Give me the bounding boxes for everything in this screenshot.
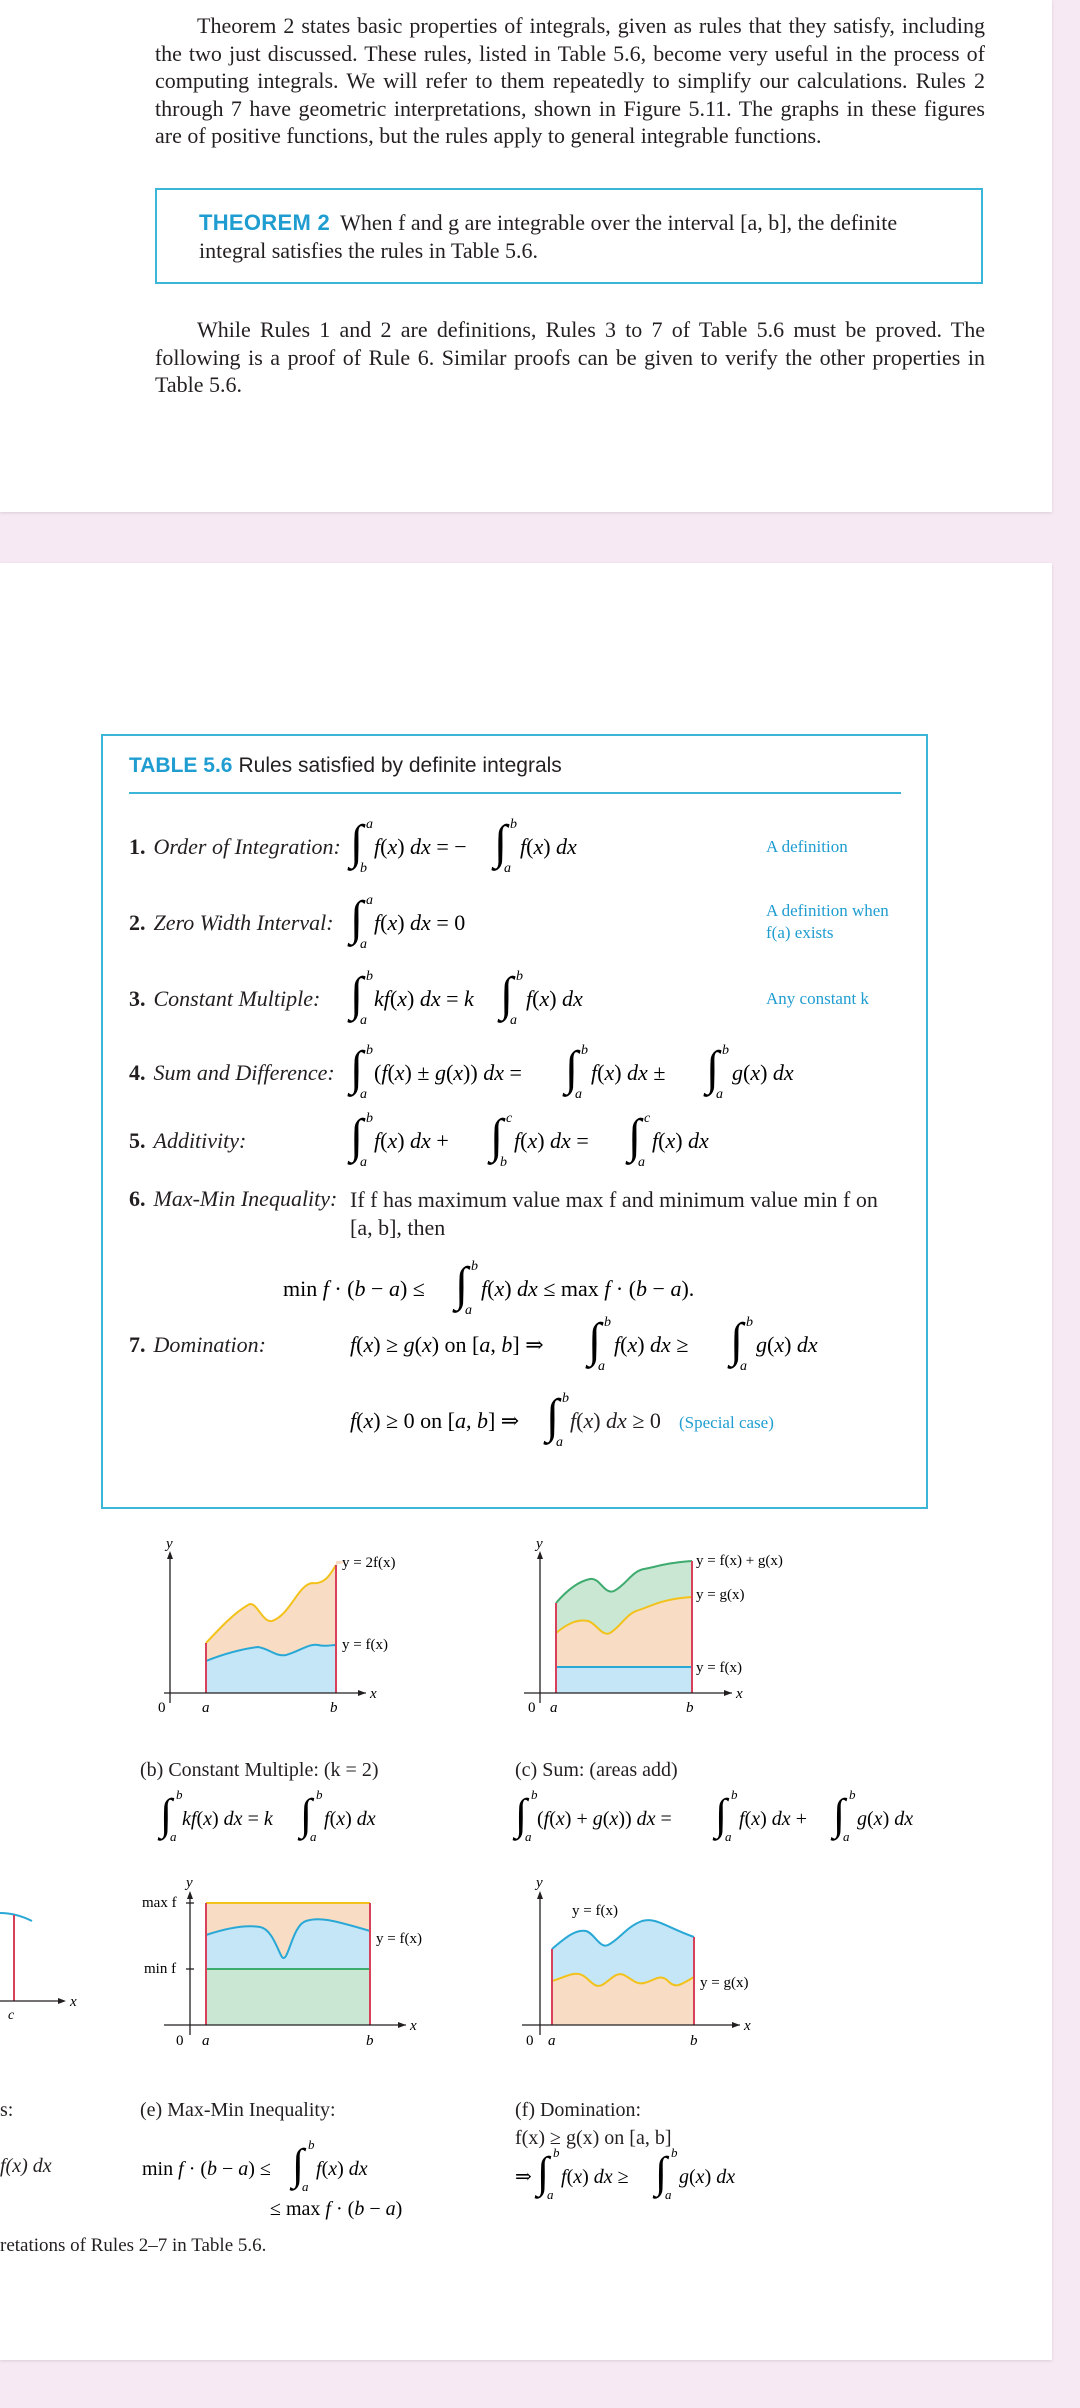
fig-f-x-label: x <box>744 2018 751 2034</box>
svg-text:a: a <box>510 1013 517 1028</box>
svg-text:∫: ∫ <box>494 816 508 869</box>
rule-1-formula <box>350 814 590 882</box>
fig-b-formula <box>160 1785 420 1853</box>
svg-text:∫: ∫ <box>715 1790 728 1839</box>
rule-2-note: A definition when f(a) exists <box>766 901 889 942</box>
svg-text:∫: ∫ <box>160 1790 173 1839</box>
rule-1-name: 1. Order of Integration: <box>129 834 341 859</box>
fig-f-condition: f(x) ≥ g(x) on [a, b] <box>515 2127 672 2149</box>
rule-7-name: 7. Domination: <box>129 1332 266 1357</box>
svg-text:f(x) dx: f(x) dx <box>520 834 577 859</box>
rule-6-text: If f has maximum value max f and minimum value min f on [a, b], then <box>350 1187 878 1240</box>
fig-f-zero-label: 0 <box>526 2033 534 2049</box>
svg-text:⇒: ⇒ <box>515 2166 532 2188</box>
svg-text:b: b <box>471 1259 478 1274</box>
rule-3-formula <box>350 966 610 1034</box>
svg-text:kf(x) dx = k: kf(x) dx = k <box>374 986 474 1011</box>
svg-text:c: c <box>644 1111 651 1126</box>
fig-e-minf-label: min f <box>144 1961 177 1977</box>
svg-text:b: b <box>722 1043 729 1058</box>
figure-c-sum <box>510 1536 850 1723</box>
figure-d-partial <box>0 1901 80 2021</box>
fig-b-x-label: x <box>370 1686 377 1702</box>
svg-text:(f(x) + g(x)) dx =: (f(x) + g(x)) dx = <box>537 1808 672 1830</box>
rule-7-formula-a <box>350 1312 820 1380</box>
svg-text:a: a <box>725 1829 732 1844</box>
rule-4-name: 4. Sum and Difference: <box>129 1060 335 1085</box>
fig-c-x-label: x <box>736 1686 743 1702</box>
rule-7-formula-b-tail: f(x) dx ≥ 0 <box>570 1408 661 1433</box>
figure-caption-fragment: retations of Rules 2–7 in Table 5.6. <box>0 2235 267 2256</box>
closing-paragraph: While Rules 1 and 2 are definitions, Rules 3 to 7 of Table 5.6 must be proved. The following is a proof of Rule 6. Similar proofs can be given to verify the other properties in Table 5.6. <box>155 317 985 397</box>
svg-text:a: a <box>360 1013 367 1028</box>
fig-e-maxf-label: max f <box>142 1895 177 1911</box>
svg-text:b: b <box>176 1787 183 1802</box>
svg-text:min f · (b − a) ≤: min f · (b − a) ≤ <box>142 2158 271 2180</box>
svg-text:a: a <box>360 937 367 952</box>
svg-text:a: a <box>366 817 373 832</box>
special-case-note: (Special case) <box>679 1413 774 1432</box>
fig-e-formula <box>140 2131 440 2233</box>
svg-text:f(x) dx ≤ max f · (b − a).: f(x) dx ≤ max f · (b − a). <box>481 1276 695 1301</box>
svg-text:∫: ∫ <box>500 968 514 1021</box>
fig-b-yf-label: y = f(x) <box>342 1637 388 1653</box>
svg-text:a: a <box>556 1435 563 1450</box>
svg-text:a: a <box>665 2187 672 2202</box>
svg-text:a: a <box>716 1087 723 1102</box>
fig-c-a-label: a <box>550 1700 558 1716</box>
fig-b-b-label: b <box>330 1700 338 1716</box>
svg-text:x: x <box>70 1994 77 2010</box>
intro-paragraph: Theorem 2 states basic properties of integrals, given as rules that they satisfy, including the two just discussed. These rules, listed in Table 5.6, become very useful in the process of computing integrals. We will refer to them repeatedly to simplify our calculations. Rules 2 through 7 have geometric interpretations, shown in Figure 5.11. The graphs in these figures are of positive functions, but the rules apply to general integrable functions. <box>155 13 985 148</box>
table-5-6 <box>101 734 928 1509</box>
fig-e-caption: (e) Max-Min Inequality: <box>140 2099 336 2121</box>
svg-text:a: a <box>843 1829 850 1844</box>
svg-text:a: a <box>575 1087 582 1102</box>
svg-text:f(x) dx ≥: f(x) dx ≥ <box>614 1332 689 1357</box>
svg-text:∫: ∫ <box>350 1042 364 1095</box>
svg-text:b: b <box>308 2137 315 2152</box>
fig-c-zero-label: 0 <box>528 1700 536 1716</box>
svg-text:f(x) dx =: f(x) dx = <box>514 1128 589 1153</box>
fig-e-zero-label: 0 <box>176 2033 184 2049</box>
svg-text:f(x) dx ±: f(x) dx ± <box>591 1060 666 1085</box>
svg-text:b: b <box>531 1787 538 1802</box>
svg-text:∫: ∫ <box>655 2148 668 2197</box>
rule-4-formula <box>350 1040 830 1108</box>
fig-f-b-label: b <box>690 2033 698 2049</box>
svg-text:∫: ∫ <box>537 2148 550 2197</box>
svg-text:b: b <box>731 1787 738 1802</box>
rule-5-name: 5. Additivity: <box>129 1128 247 1153</box>
svg-text:b: b <box>562 1391 569 1406</box>
svg-text:b: b <box>510 817 517 832</box>
figure-b-constant-multiple <box>130 1536 460 1723</box>
svg-text:∫: ∫ <box>628 1110 642 1163</box>
svg-text:∫: ∫ <box>350 968 364 1021</box>
svg-text:f(x) dx = 0: f(x) dx = 0 <box>374 910 466 935</box>
svg-text:a: a <box>310 1829 317 1844</box>
svg-text:∫: ∫ <box>546 1390 560 1443</box>
rule-2-name: 2. Zero Width Interval: <box>129 910 334 935</box>
fig-c-yfg-label: y = f(x) + g(x) <box>696 1553 783 1569</box>
fig-b-caption: (b) Constant Multiple: (k = 2) <box>140 1759 379 1781</box>
svg-text:∫: ∫ <box>515 1790 528 1839</box>
svg-text:g(x) dx: g(x) dx <box>857 1808 914 1830</box>
rule-3-note: Any constant k <box>766 989 869 1008</box>
svg-text:f(x) dx ≥: f(x) dx ≥ <box>561 2166 629 2188</box>
svg-text:b: b <box>849 1787 856 1802</box>
svg-text:b: b <box>516 969 523 984</box>
svg-text:∫: ∫ <box>350 892 364 945</box>
svg-text:a: a <box>302 2179 309 2194</box>
svg-text:b: b <box>316 1787 323 1802</box>
svg-text:b: b <box>366 969 373 984</box>
fig-e-x-label: x <box>410 2018 417 2034</box>
fig-f-yg-label: y = g(x) <box>700 1975 749 1991</box>
table-header-rule <box>129 792 901 794</box>
svg-text:∫: ∫ <box>706 1042 720 1095</box>
svg-text:c: c <box>8 2008 15 2023</box>
svg-text:a: a <box>465 1303 472 1318</box>
fig-b-zero-label: 0 <box>158 1700 166 1716</box>
svg-text:b: b <box>604 1315 611 1330</box>
svg-text:g(x) dx: g(x) dx <box>679 2166 736 2188</box>
rule-1-note: A definition <box>766 837 848 856</box>
svg-text:∫: ∫ <box>292 2140 305 2189</box>
svg-text:f(x) ≥ 0 on [a, b] ⇒: f(x) ≥ 0 on [a, b] ⇒ <box>350 1408 520 1433</box>
svg-text:a: a <box>170 1829 177 1844</box>
svg-text:b: b <box>671 2145 678 2160</box>
svg-text:(f(x) ± g(x)) dx =: (f(x) ± g(x)) dx = <box>374 1060 522 1085</box>
svg-text:a: a <box>638 1155 645 1170</box>
svg-text:b: b <box>500 1155 507 1170</box>
fig-c-yf-label: y = f(x) <box>696 1660 742 1676</box>
rule-5-formula <box>350 1108 750 1176</box>
svg-text:f(x) dx: f(x) dx <box>652 1128 709 1153</box>
svg-text:b: b <box>746 1315 753 1330</box>
svg-text:a: a <box>366 893 373 908</box>
left-fragment-1: s: <box>0 2099 14 2121</box>
page-bottom <box>0 563 1052 2360</box>
fig-b-y-label: y <box>166 1536 173 1552</box>
svg-text:∫: ∫ <box>833 1790 846 1839</box>
svg-text:∫: ∫ <box>565 1042 579 1095</box>
theorem-label: THEOREM 2 <box>199 210 331 235</box>
figure-f-domination <box>510 1875 810 2055</box>
svg-text:∫: ∫ <box>300 1790 313 1839</box>
svg-text:c: c <box>506 1111 513 1126</box>
page-top <box>0 0 1052 512</box>
svg-text:b: b <box>360 861 367 876</box>
svg-text:b: b <box>581 1043 588 1058</box>
fig-f-a-label: a <box>548 2033 556 2049</box>
svg-text:f(x) dx: f(x) dx <box>526 986 583 1011</box>
rule-3-name: 3. Constant Multiple: <box>129 986 321 1011</box>
svg-text:f(x) ≥ g(x) on [a, b] ⇒: f(x) ≥ g(x) on [a, b] ⇒ <box>350 1332 544 1357</box>
rule-2-formula <box>350 890 550 958</box>
svg-text:≤ max f · (b − a): ≤ max f · (b − a) <box>270 2198 403 2220</box>
svg-text:∫: ∫ <box>490 1110 504 1163</box>
fig-e-yf-label: y = f(x) <box>376 1931 422 1947</box>
fig-e-y-label: y <box>186 1875 193 1891</box>
fig-b-y2f-label: y = 2f(x) <box>342 1555 396 1571</box>
svg-text:f(x) dx = −: f(x) dx = − <box>374 834 467 859</box>
svg-text:f(x) dx: f(x) dx <box>316 2158 368 2180</box>
svg-text:∫: ∫ <box>350 1110 364 1163</box>
fig-c-yg-label: y = g(x) <box>696 1587 745 1603</box>
fig-c-caption: (c) Sum: (areas add) <box>515 1759 678 1781</box>
fig-e-b-label: b <box>366 2033 374 2049</box>
fig-e-a-label: a <box>202 2033 210 2049</box>
svg-text:a: a <box>547 2187 554 2202</box>
fig-f-yf-label: y = f(x) <box>572 1903 618 1919</box>
fig-b-a-label: a <box>202 1700 210 1716</box>
figure-e-max-min <box>130 1875 450 2055</box>
svg-text:a: a <box>360 1155 367 1170</box>
svg-text:g(x) dx: g(x) dx <box>756 1332 818 1357</box>
svg-text:b: b <box>366 1043 373 1058</box>
svg-text:∫: ∫ <box>455 1258 469 1311</box>
rule-6-name: 6. Max-Min Inequality: <box>129 1186 338 1211</box>
fig-f-formula <box>515 2143 815 2211</box>
fig-c-formula <box>515 1785 935 1853</box>
svg-text:a: a <box>525 1829 532 1844</box>
svg-text:a: a <box>360 1087 367 1102</box>
theorem-box <box>155 188 983 284</box>
fig-c-b-label: b <box>686 1700 694 1716</box>
svg-text:∫: ∫ <box>730 1314 744 1367</box>
svg-text:b: b <box>553 2145 560 2160</box>
svg-text:a: a <box>504 861 511 876</box>
svg-text:f(x) dx +: f(x) dx + <box>374 1128 449 1153</box>
svg-text:a: a <box>598 1359 605 1374</box>
svg-text:∫: ∫ <box>588 1314 602 1367</box>
left-fragment-2: f(x) dx <box>0 2155 52 2177</box>
svg-text:min f · (b − a) ≤: min f · (b − a) ≤ <box>283 1276 425 1301</box>
fig-f-caption: (f) Domination: <box>515 2099 642 2121</box>
svg-text:b: b <box>366 1111 373 1126</box>
svg-text:g(x) dx: g(x) dx <box>732 1060 794 1085</box>
fig-c-y-label: y <box>536 1536 543 1552</box>
svg-text:a: a <box>740 1359 747 1374</box>
theorem-text: When f and g are integrable over the interval [a, b], the definite integral satisfies the rules in Table 5.6. <box>199 210 898 263</box>
svg-text:f(x) dx: f(x) dx <box>324 1808 376 1830</box>
svg-text:kf(x) dx = k: kf(x) dx = k <box>182 1808 273 1830</box>
svg-text:f(x) dx +: f(x) dx + <box>739 1808 807 1830</box>
table-header: TABLE 5.6 Rules satisfied by definite integrals <box>129 754 562 777</box>
fig-f-y-label: y <box>536 1875 543 1891</box>
svg-text:∫: ∫ <box>350 816 364 869</box>
